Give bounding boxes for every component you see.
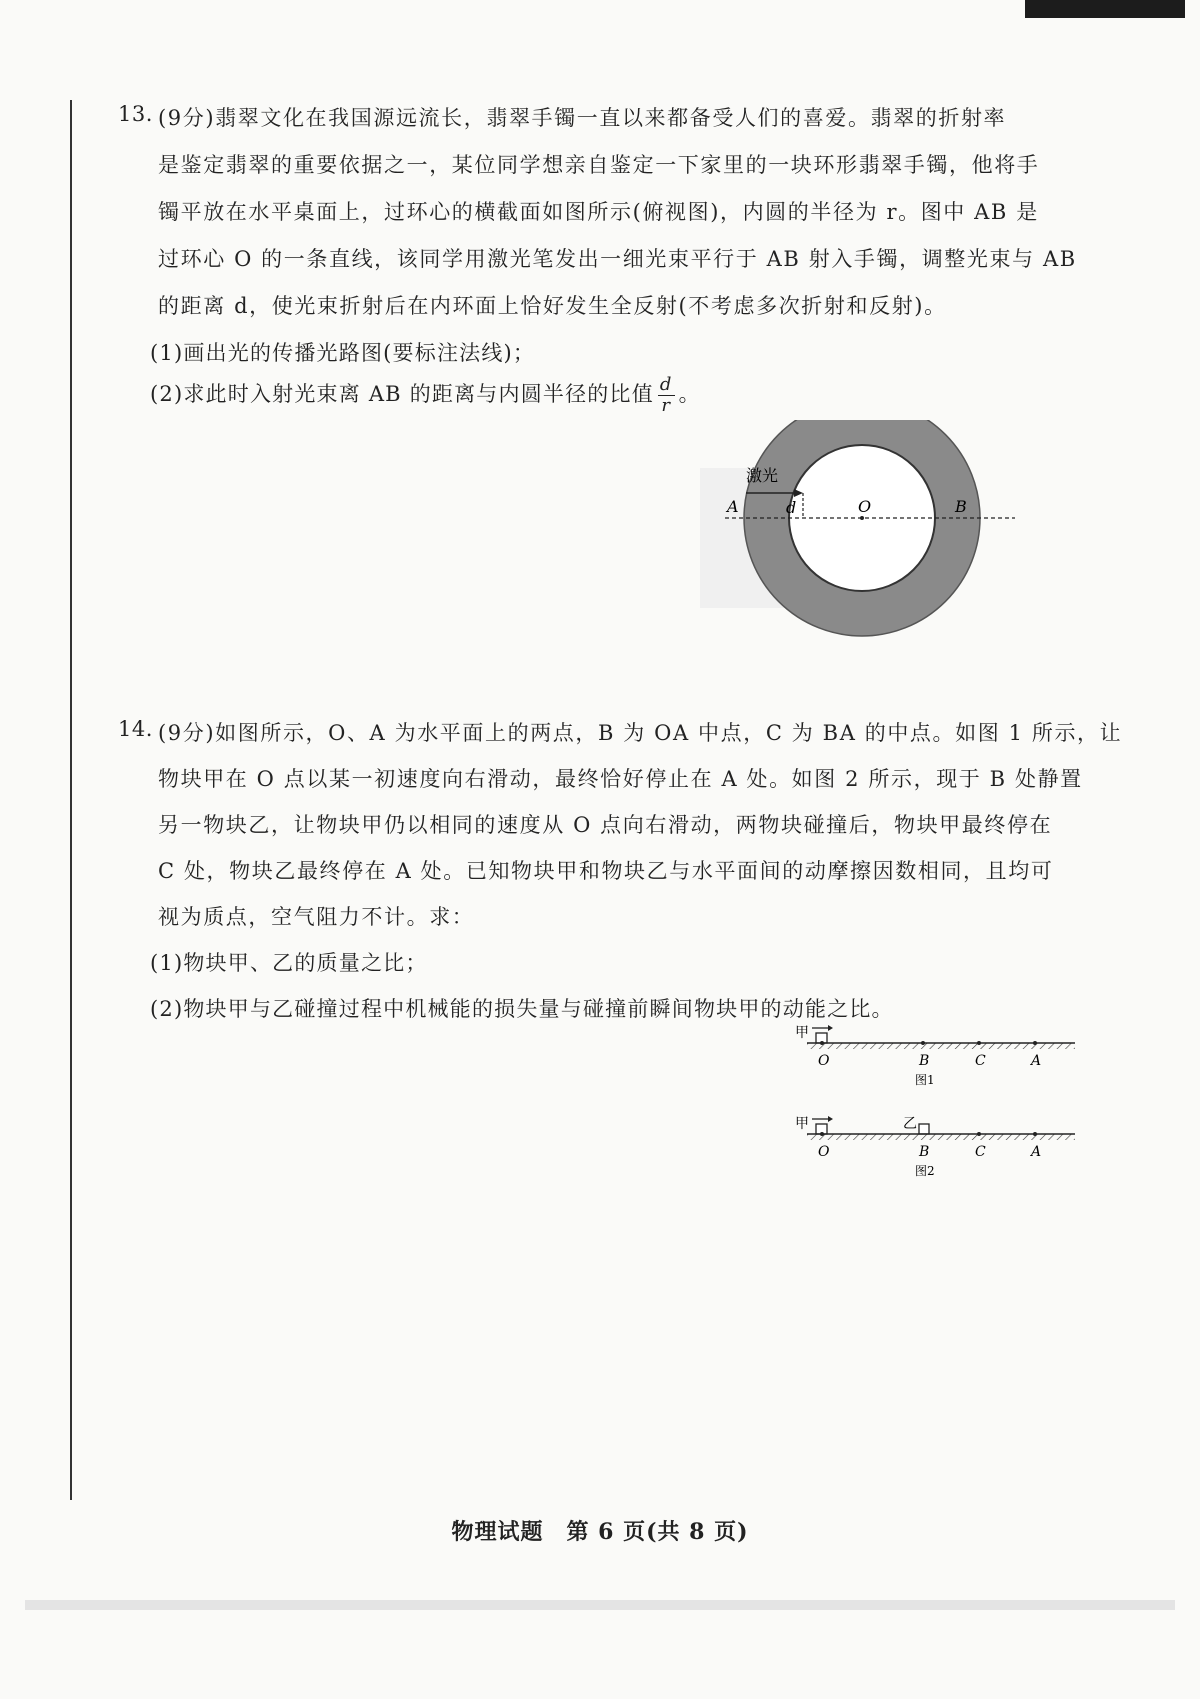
question-text-line: (9分)如图所示，O、A 为水平面上的两点，B 为 OA 中点，C 为 BA 的中点。如图 1 所示，让 <box>158 721 1123 745</box>
point-b-label: B <box>919 1053 930 1069</box>
question-text-line: 过环心 O 的一条直线，该同学用激光笔发出一细光束平行于 AB 射入手镯，调整光束与 AB <box>158 247 1077 271</box>
fraction-numerator: d <box>659 374 673 395</box>
point-b-label: B <box>919 1144 930 1160</box>
question-text-line: 镯平放在水平桌面上，过环心的横截面如图所示(俯视图)，内圆的半径为 r。图中 AB 是 <box>158 200 1039 224</box>
d-label: d <box>786 498 797 517</box>
point-a-label: A <box>1031 1053 1042 1069</box>
question-text-line: 另一物块乙，让物块甲仍以相同的速度从 O 点向右滑动，两物块碰撞后，物块甲最终停在 <box>158 813 1053 837</box>
fraction-denominator: r <box>661 395 672 416</box>
page-footer: 物理试题 第 6 页(共 8 页) <box>451 1519 749 1545</box>
figure-1 <box>795 1022 1080 1094</box>
sub-question-2 <box>150 375 701 416</box>
question-text-line: 物块甲在 O 点以某一初速度向右滑动，最终恰好停止在 A 处。如图 2 所示，现于 B 处静置 <box>158 767 1083 791</box>
question-number: 13. <box>118 102 153 126</box>
scan-edge <box>25 1600 1175 1610</box>
velocity-arrow-icon <box>828 1116 833 1122</box>
point-o-label: O <box>818 1053 830 1069</box>
question-number: 14. <box>118 717 153 741</box>
corner-mark <box>1025 0 1185 18</box>
point-c <box>977 1041 981 1045</box>
velocity-arrow-icon <box>828 1025 833 1031</box>
question-text-line: 的距离 d，使光束折射后在内环面上恰好发生全反射(不考虑多次折射和反射)。 <box>158 294 947 318</box>
point-o <box>820 1132 824 1136</box>
sub-question-2-end: 。 <box>678 382 701 406</box>
figure-caption: 图1 <box>915 1073 935 1087</box>
question-text-line: 是鉴定翡翠的重要依据之一，某位同学想亲自鉴定一下家里的一块环形翡翠手镯，他将手 <box>158 153 1040 177</box>
binding-margin-line <box>70 100 72 1500</box>
point-b-label: B <box>955 497 967 516</box>
laser-label: 激光 <box>746 466 779 485</box>
block-yi-label: 乙 <box>903 1116 917 1132</box>
question-text-line: C 处，物块乙最终停在 A 处。已知物块甲和物块乙与水平面间的动摩擦因数相同，且均可 <box>158 859 1054 883</box>
question-text-line: (9分)翡翠文化在我国源远流长，翡翠手镯一直以来都备受人们的喜爱。翡翠的折射率 <box>158 106 1007 130</box>
point-o-label: O <box>858 497 872 516</box>
question-text-line: 视为质点，空气阻力不计。求： <box>158 905 475 929</box>
figure-caption: 图2 <box>915 1164 935 1178</box>
point-o <box>820 1041 824 1045</box>
sub-question-2-text: (2)求此时入射光束离 AB 的距离与内圆半径的比值 <box>150 382 654 406</box>
sub-question-1: (1)物块甲、乙的质量之比； <box>150 951 428 975</box>
block-jia-label: 甲 <box>795 1025 809 1041</box>
sub-question-1: (1)画出光的传播光路图(要标注法线)； <box>150 341 536 365</box>
point-o-label: O <box>818 1144 830 1160</box>
point-c-label: C <box>975 1053 986 1069</box>
center-point <box>860 516 864 520</box>
point-a-label: A <box>727 497 739 516</box>
point-c-label: C <box>975 1144 986 1160</box>
ratio-fraction <box>658 375 675 416</box>
block-yi <box>919 1124 929 1134</box>
point-b <box>921 1041 925 1045</box>
point-a <box>1033 1132 1037 1136</box>
point-a <box>1033 1041 1037 1045</box>
figure-2 <box>795 1113 1080 1185</box>
point-a-label: A <box>1031 1144 1042 1160</box>
sub-question-2: (2)物块甲与乙碰撞过程中机械能的损失量与碰撞前瞬间物块甲的动能之比。 <box>150 997 894 1021</box>
bracelet-figure <box>700 420 1020 650</box>
point-c <box>977 1132 981 1136</box>
block-jia-label: 甲 <box>795 1116 809 1132</box>
